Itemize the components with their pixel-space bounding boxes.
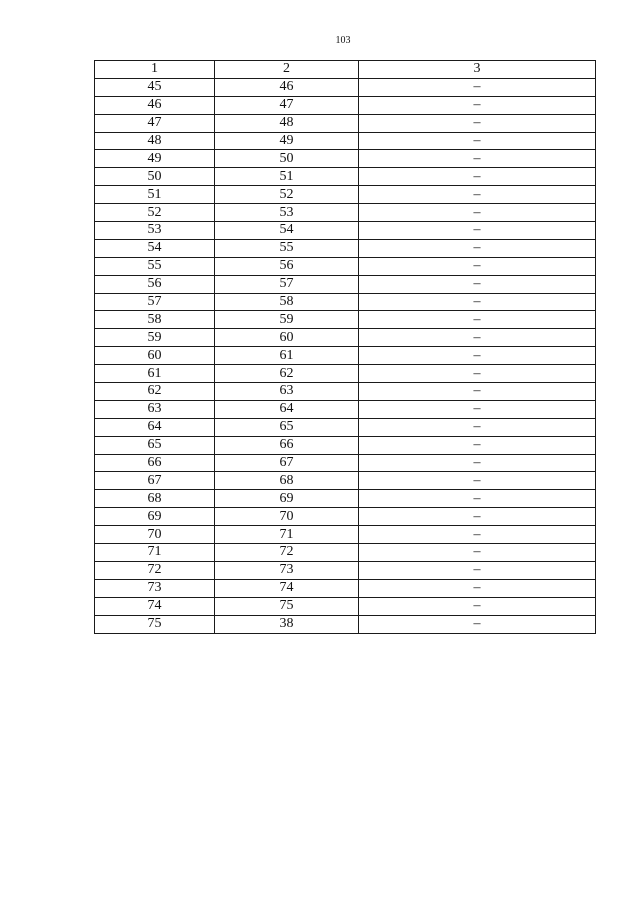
table-row <box>95 186 596 204</box>
table-cell: – <box>359 544 596 562</box>
table-row <box>95 544 596 562</box>
table-cell: 75 <box>215 597 359 615</box>
table-cell: – <box>359 275 596 293</box>
table-cell: 59 <box>215 311 359 329</box>
table-cell: 55 <box>215 239 359 257</box>
table-cell: 58 <box>215 293 359 311</box>
table-cell: 58 <box>95 311 215 329</box>
table-row <box>95 490 596 508</box>
table-cell: 68 <box>215 472 359 490</box>
table-cell: – <box>359 186 596 204</box>
table-cell: 38 <box>215 615 359 633</box>
table-row <box>95 454 596 472</box>
table-cell: 72 <box>95 561 215 579</box>
table-cell: 51 <box>215 168 359 186</box>
table-row <box>95 365 596 383</box>
data-table <box>94 60 596 634</box>
table-body <box>95 78 596 633</box>
table-row <box>95 329 596 347</box>
table-cell: 47 <box>95 114 215 132</box>
table-cell: 53 <box>215 204 359 222</box>
table-cell: – <box>359 526 596 544</box>
table-cell: – <box>359 400 596 418</box>
table-cell: 71 <box>215 526 359 544</box>
table-cell: 52 <box>215 186 359 204</box>
table-row <box>95 579 596 597</box>
table-row <box>95 347 596 365</box>
table-cell: 46 <box>95 96 215 114</box>
table-row <box>95 418 596 436</box>
table-row <box>95 293 596 311</box>
table-cell: 50 <box>215 150 359 168</box>
table-row <box>95 597 596 615</box>
table-cell: – <box>359 239 596 257</box>
table-row <box>95 96 596 114</box>
table-row <box>95 526 596 544</box>
table-cell: 65 <box>95 436 215 454</box>
table-row <box>95 561 596 579</box>
table-cell: 62 <box>95 383 215 401</box>
table-cell: 62 <box>215 365 359 383</box>
table-cell: 51 <box>95 186 215 204</box>
table-cell: 47 <box>215 96 359 114</box>
table-cell: 45 <box>95 78 215 96</box>
table-cell: – <box>359 114 596 132</box>
table-cell: – <box>359 168 596 186</box>
table-cell: 54 <box>215 222 359 240</box>
table-cell: 74 <box>95 597 215 615</box>
page-number: 103 <box>335 35 351 46</box>
table-cell: – <box>359 329 596 347</box>
table-cell: – <box>359 472 596 490</box>
table-row <box>95 615 596 633</box>
table-cell: – <box>359 347 596 365</box>
table-row <box>95 239 596 257</box>
table-cell: – <box>359 597 596 615</box>
table-cell: 60 <box>95 347 215 365</box>
table-cell: – <box>359 222 596 240</box>
table-cell: 69 <box>95 508 215 526</box>
table-cell: 66 <box>215 436 359 454</box>
table-cell: 57 <box>95 293 215 311</box>
table-cell: 48 <box>215 114 359 132</box>
table-cell: – <box>359 150 596 168</box>
table-row <box>95 257 596 275</box>
table-cell: 60 <box>215 329 359 347</box>
table-cell: 68 <box>95 490 215 508</box>
table-cell: – <box>359 293 596 311</box>
table-cell: – <box>359 490 596 508</box>
column-header: 2 <box>215 61 359 79</box>
table-cell: – <box>359 78 596 96</box>
table-cell: 66 <box>95 454 215 472</box>
table-row <box>95 204 596 222</box>
table-cell: 73 <box>95 579 215 597</box>
table-cell: 61 <box>215 347 359 365</box>
table-row <box>95 400 596 418</box>
table-cell: – <box>359 132 596 150</box>
table-row <box>95 114 596 132</box>
table-cell: 72 <box>215 544 359 562</box>
table-cell: – <box>359 96 596 114</box>
table-cell: 70 <box>215 508 359 526</box>
table-cell: – <box>359 579 596 597</box>
table-cell: 53 <box>95 222 215 240</box>
table-cell: 63 <box>215 383 359 401</box>
table-cell: 56 <box>215 257 359 275</box>
table-row <box>95 508 596 526</box>
table-cell: 59 <box>95 329 215 347</box>
table-cell: 49 <box>95 150 215 168</box>
table-row <box>95 275 596 293</box>
table-row <box>95 222 596 240</box>
table-cell: – <box>359 257 596 275</box>
table-row <box>95 150 596 168</box>
table-cell: – <box>359 615 596 633</box>
table-cell: 67 <box>215 454 359 472</box>
table-cell: 65 <box>215 418 359 436</box>
table-row <box>95 436 596 454</box>
table-row <box>95 472 596 490</box>
table-cell: – <box>359 561 596 579</box>
table-row <box>95 168 596 186</box>
table-cell: 52 <box>95 204 215 222</box>
table-row <box>95 383 596 401</box>
table-cell: 49 <box>215 132 359 150</box>
table-cell: – <box>359 508 596 526</box>
table-cell: 69 <box>215 490 359 508</box>
column-header: 3 <box>359 61 596 79</box>
table-cell: – <box>359 454 596 472</box>
table-cell: – <box>359 204 596 222</box>
table-cell: 75 <box>95 615 215 633</box>
table-cell: 56 <box>95 275 215 293</box>
table-cell: 61 <box>95 365 215 383</box>
table-row <box>95 78 596 96</box>
table-cell: – <box>359 418 596 436</box>
table-header-row <box>95 61 596 79</box>
table-cell: 70 <box>95 526 215 544</box>
column-header: 1 <box>95 61 215 79</box>
table-cell: 71 <box>95 544 215 562</box>
table-cell: 50 <box>95 168 215 186</box>
table-cell: 67 <box>95 472 215 490</box>
table-cell: 63 <box>95 400 215 418</box>
table-cell: 74 <box>215 579 359 597</box>
table-row <box>95 311 596 329</box>
table-cell: 55 <box>95 257 215 275</box>
table-cell: 64 <box>95 418 215 436</box>
table-cell: 48 <box>95 132 215 150</box>
table-cell: 64 <box>215 400 359 418</box>
table-cell: 54 <box>95 239 215 257</box>
table-cell: – <box>359 311 596 329</box>
table-cell: 73 <box>215 561 359 579</box>
table-cell: – <box>359 383 596 401</box>
table-cell: 57 <box>215 275 359 293</box>
table-cell: 46 <box>215 78 359 96</box>
table-cell: – <box>359 436 596 454</box>
table-cell: – <box>359 365 596 383</box>
table-row <box>95 132 596 150</box>
